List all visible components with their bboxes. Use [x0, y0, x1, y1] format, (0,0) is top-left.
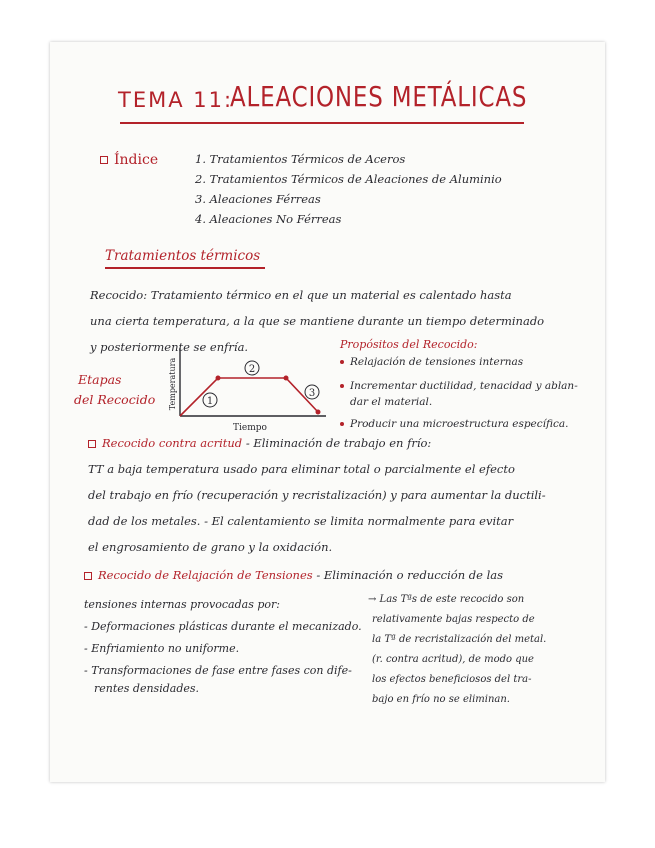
proposito-item-2-text: Incrementar ductilidad, tenacidad y ablan-	[350, 380, 578, 392]
proposito-item-3	[340, 418, 569, 430]
diagram-point-1	[216, 376, 221, 381]
tensiones-heading-text: Recocido de Relajación de Tensiones	[98, 568, 313, 582]
etapas-label-line-2: del Recocido	[74, 392, 156, 407]
indice-label	[100, 152, 158, 168]
proposito-item-3-text: Producir una microestructura específica.	[350, 418, 569, 430]
tensiones-heading-rest: - Eliminación o reducción de las	[316, 568, 504, 582]
acritud-bullet-icon	[88, 440, 96, 448]
etapas-label-line-1: Etapas	[78, 372, 122, 387]
indice-item-1: 1. Tratamientos Térmicos de Aceros	[195, 152, 406, 166]
indice-item-4: 4. Aleaciones No Férreas	[195, 212, 342, 226]
propositos-title: Propósitos del Recocido:	[340, 338, 478, 351]
acritud-heading-rest: - Eliminación de trabajo en frío:	[245, 436, 432, 450]
title-underline	[120, 122, 524, 124]
recocido-tensiones-heading	[84, 568, 503, 582]
proposito-item-2	[340, 380, 578, 392]
tensiones-right-line-5: los efectos beneficiosos del tra-	[372, 674, 532, 685]
page-title	[118, 80, 538, 118]
acritud-line-4: el engrosamiento de grano y la oxidación.	[88, 540, 333, 554]
tensiones-left-line-4: - Transformaciones de fase entre fases con dife-	[84, 664, 352, 677]
title-main: ALEACIONES METÁLICAS	[230, 80, 528, 113]
recocido-stages-diagram	[166, 342, 346, 442]
stage-1-label: 1	[206, 396, 214, 407]
tensiones-right-line-3: la Tª de recristalización del metal.	[372, 634, 547, 645]
recocido-definition-line-3: y posteriormente se enfría.	[90, 340, 249, 354]
diagram-y-axis-label: Temperatura	[168, 357, 177, 411]
section-heading-underline	[105, 267, 265, 269]
tensiones-right-line-2: relativamente bajas respecto de	[372, 614, 535, 625]
proposito-bullet-icon	[340, 360, 344, 364]
tensiones-left-line-3: - Enfriamiento no uniforme.	[84, 642, 240, 655]
tensiones-right-line-4: (r. contra acritud), de modo que	[372, 654, 534, 665]
section-heading: Tratamientos térmicos	[105, 248, 261, 264]
acritud-line-2: del trabajo en frío (recuperación y recristalización) y para aumentar la ductili-	[88, 488, 546, 502]
indice-label-text: Índice	[114, 152, 159, 168]
tensiones-right-line-6: bajo en frío no se eliminan.	[372, 694, 510, 705]
acritud-heading-text: Recocido contra acritud	[102, 436, 243, 450]
tensiones-bullet-icon	[84, 572, 92, 580]
indice-item-3: 3. Aleaciones Férreas	[195, 192, 321, 206]
acritud-line-3: dad de los metales. - El calentamiento se limita normalmente para evitar	[88, 514, 514, 528]
tensiones-left-line-5: rentes densidades.	[94, 682, 200, 695]
proposito-item-1	[340, 356, 523, 368]
diagram-point-3	[316, 410, 321, 415]
tensiones-left-line-1: tensiones internas provocadas por:	[84, 598, 280, 611]
stage-3-label: 3	[308, 388, 316, 399]
notebook-page	[50, 42, 605, 782]
recocido-acritud-heading	[88, 436, 431, 450]
acritud-line-1: TT a baja temperatura usado para eliminar total o parcialmente el efecto	[88, 462, 515, 476]
recocido-definition-line-2: una cierta temperatura, a la que se mantiene durante un tiempo determinado	[90, 314, 545, 328]
recocido-definition-line-1	[90, 288, 512, 302]
indice-bullet-icon	[100, 156, 108, 164]
title-prefix: TEMA 11:	[118, 88, 234, 112]
diagram-x-axis-label: Tiempo	[233, 423, 267, 433]
diagram-point-2	[284, 376, 289, 381]
proposito-item-1-text: Relajación de tensiones internas	[350, 356, 524, 368]
proposito-bullet-icon	[340, 422, 344, 426]
recocido-label: Recocido:	[90, 288, 148, 302]
tensiones-right-line-1: → Las Tªs de este recocido son	[368, 594, 525, 605]
indice-item-2: 2. Tratamientos Térmicos de Aleaciones de Aluminio	[195, 172, 502, 186]
proposito-bullet-icon	[340, 384, 344, 388]
proposito-item-2-continued: dar el material.	[350, 396, 433, 408]
tensiones-left-line-2: - Deformaciones plásticas durante el mecanizado.	[84, 620, 362, 633]
stage-2-label: 2	[248, 364, 256, 375]
recocido-line-1-text: Tratamiento térmico en el que un material es calentado hasta	[150, 288, 512, 302]
diagram-temperature-curve	[180, 378, 318, 416]
